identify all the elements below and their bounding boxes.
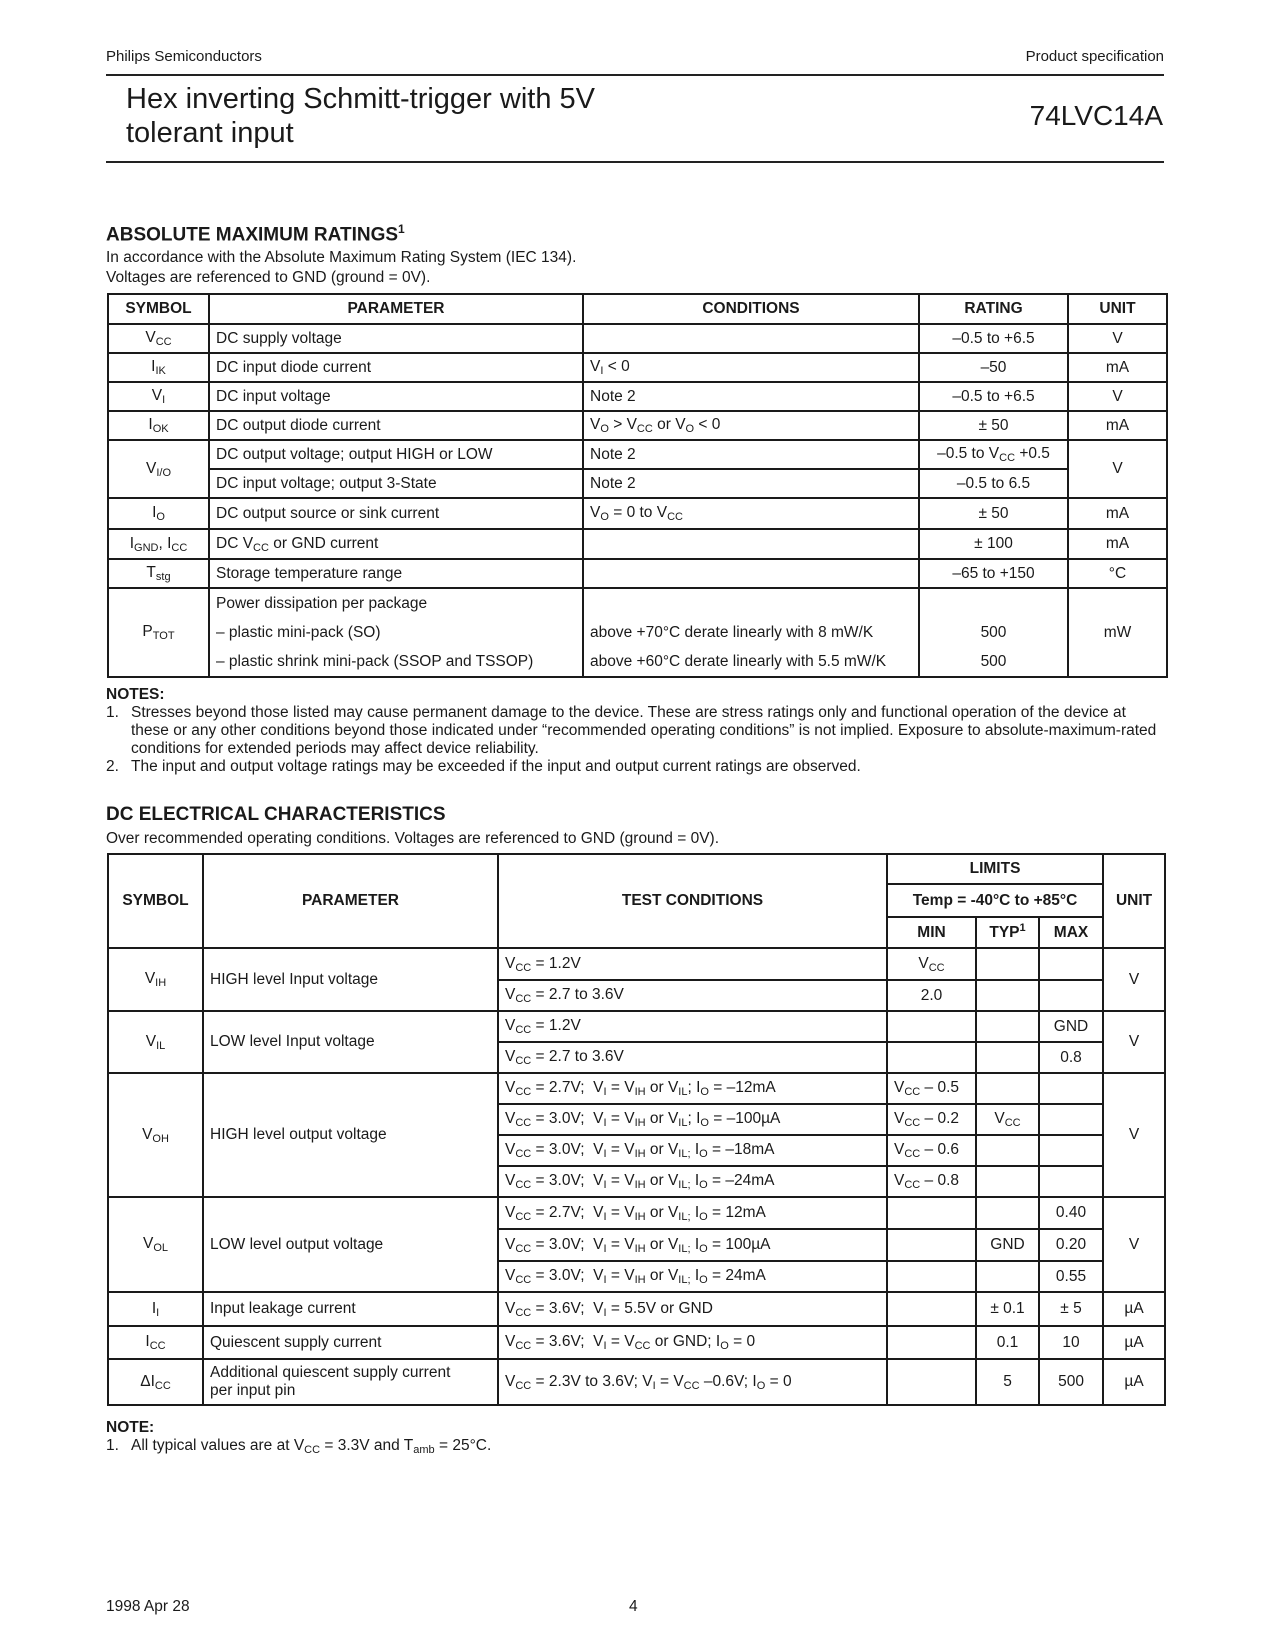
conditions-cell: Note 2	[583, 469, 919, 498]
dc-intro: Over recommended operating conditions. Voltages are referenced to GND (ground = 0V).	[106, 830, 720, 847]
table-row	[108, 1292, 1165, 1326]
max-cell: 0.20	[1039, 1229, 1103, 1261]
conditions-cell	[583, 559, 919, 588]
test-condition-cell: $V_{CC} = 3.0V$; $V_I = V_{IH}$ or $V_{IL;}$ $I_O = 24mA$	[498, 1261, 887, 1292]
rating-cell: ± 100	[919, 529, 1068, 559]
unit-cell: mA	[1068, 353, 1167, 382]
symbol-cell: $I_O$	[108, 498, 209, 529]
test-condition-cell: $V_{CC} = 1.2V$	[498, 948, 887, 980]
max-cell: 10	[1039, 1326, 1103, 1359]
min-cell: $V_{CC} - 0.5$	[887, 1073, 976, 1104]
title-line-2: tolerant input	[126, 117, 294, 149]
parameter-cell: Power dissipation per package – plastic mini-pack (SO) – plastic shrink mini-pack (SSOP and TSSOP)	[209, 588, 583, 677]
test-condition-cell: $V_{CC} = 2.7V$; $V_I = V_{IH}$ or $V_{IL}$; $I_O = -12mA$	[498, 1073, 887, 1104]
max-cell	[1039, 948, 1103, 980]
dc-heading: DC ELECTRICAL CHARACTERISTICS	[106, 804, 446, 825]
unit-cell: µA	[1103, 1359, 1165, 1405]
conditions-cell: above +70°C derate linearly with 8 mW/K above +60°C derate linearly with 5.5 mW/K	[583, 588, 919, 677]
conditions-cell: Note 2	[583, 382, 919, 411]
max-cell	[1039, 1166, 1103, 1197]
table-row	[108, 1326, 1165, 1359]
typ-cell: 0.1	[976, 1326, 1039, 1359]
header-rule-bottom	[106, 161, 1164, 163]
amr-col-parameter: PARAMETER	[209, 294, 583, 324]
part-number: 74LVC14A	[1029, 100, 1163, 131]
parameter-cell: Quiescent supply current	[203, 1326, 498, 1359]
parameter-cell: DC output source or sink current	[209, 498, 583, 529]
test-condition-cell: $V_{CC} = 1.2V$	[498, 1011, 887, 1042]
symbol-cell: $I_{GND}$, $I_{CC}$	[108, 529, 209, 559]
symbol-cell: $V_I$	[108, 382, 209, 411]
symbol-cell: $V_{CC}$	[108, 324, 209, 353]
table-row	[108, 1073, 1165, 1104]
parameter-cell: DC $V_{CC}$ or GND current	[209, 529, 583, 559]
max-cell	[1039, 1135, 1103, 1166]
dc-col-limits: LIMITS	[887, 854, 1103, 884]
test-condition-cell: $V_{CC} = 3.0V$; $V_I = V_{IH}$ or $V_{IL;}$ $I_O = -18mA$	[498, 1135, 887, 1166]
min-cell: $V_{CC} - 0.8$	[887, 1166, 976, 1197]
table-row	[108, 588, 1167, 677]
test-condition-cell: $V_{CC} = 3.6V$; $V_I = V_{CC}$ or GND; $I_O = 0$	[498, 1326, 887, 1359]
parameter-cell: HIGH level Input voltage	[203, 948, 498, 1011]
unit-cell: V	[1103, 1011, 1165, 1073]
min-cell	[887, 1292, 976, 1326]
amr-heading: ABSOLUTE MAXIMUM RATINGS$^1$	[106, 222, 405, 246]
max-cell: ± 5	[1039, 1292, 1103, 1326]
header-rule-top	[106, 74, 1164, 76]
parameter-cell: Additional quiescent supply current per input pin	[203, 1359, 498, 1405]
min-cell	[887, 1359, 976, 1405]
conditions-cell: $V_O > V_{CC}$ or $V_O < 0$	[583, 411, 919, 440]
table-row	[108, 382, 1167, 411]
parameter-cell: DC supply voltage	[209, 324, 583, 353]
table-row	[108, 1197, 1165, 1229]
unit-cell: V	[1103, 948, 1165, 1011]
conditions-cell: Note 2	[583, 440, 919, 469]
min-cell: $V_{CC} - 0.2$	[887, 1104, 976, 1135]
max-cell: 0.8	[1039, 1042, 1103, 1073]
symbol-cell: $P_{TOT}$	[108, 588, 209, 677]
table-row	[108, 529, 1167, 559]
parameter-cell: DC input voltage; output 3-State	[209, 469, 583, 498]
symbol-cell: $I_I$	[108, 1292, 203, 1326]
symbol-cell: $I_{IK}$	[108, 353, 209, 382]
unit-cell: °C	[1068, 559, 1167, 588]
symbol-cell: $V_{I/O}$	[108, 440, 209, 498]
dc-col-parameter: PARAMETER	[203, 854, 498, 948]
table-row	[108, 411, 1167, 440]
note-item: 2. The input and output voltage ratings may be exceeded if the input and output current ratings are observed.	[106, 758, 861, 775]
parameter-cell: HIGH level output voltage	[203, 1073, 498, 1197]
notes-heading: NOTE:	[106, 1419, 155, 1436]
amr-table	[107, 293, 1168, 678]
dc-col-typ: TYP$^1$	[976, 917, 1039, 948]
typ-cell	[976, 1011, 1039, 1042]
note-item: 1. Stresses beyond those listed may cause permanent damage to the device. These are stress ratings only and functional operation of the device at these or any other conditions beyond those indicated under “recommended operating conditions” is not implied. Exposure to absolute-maximum-rated conditions for extended periods may affect device reliability.	[106, 704, 1157, 757]
typ-cell	[976, 1135, 1039, 1166]
typ-cell: 5	[976, 1359, 1039, 1405]
unit-cell: V	[1068, 382, 1167, 411]
typ-cell: $V_{CC}$	[976, 1104, 1039, 1135]
test-condition-cell: $V_{CC} = 3.0V$; $V_I = V_{IH}$ or $V_{IL;}$ $I_O = 100\mu A$	[498, 1229, 887, 1261]
rating-cell: ± 50	[919, 411, 1068, 440]
symbol-cell: $V_{IL}$	[108, 1011, 203, 1073]
test-condition-cell: $V_{CC} = 2.3V$ to 3.6V; $V_I = V_{CC}$ –0.6V; $I_O = 0$	[498, 1359, 887, 1405]
max-cell	[1039, 1104, 1103, 1135]
test-condition-cell: $V_{CC} = 2.7$ to 3.6V	[498, 980, 887, 1011]
rating-cell: 500 500	[919, 588, 1068, 677]
min-cell	[887, 1197, 976, 1229]
rating-cell: ± 50	[919, 498, 1068, 529]
rating-cell: –0.5 to 6.5	[919, 469, 1068, 498]
max-cell	[1039, 980, 1103, 1011]
min-cell	[887, 1326, 976, 1359]
note-item: 1. All typical values are at $V_{CC} = 3.3V$ and $T_{amb} = 25^\circ C$.	[106, 1437, 492, 1456]
test-condition-cell: $V_{CC} = 3.0V$; $V_I = V_{IH}$ or $V_{IL}$; $I_O = -100\mu A$	[498, 1104, 887, 1135]
test-condition-cell: $V_{CC} = 2.7V$; $V_I = V_{IH}$ or $V_{IL;}$ $I_O = 12mA$	[498, 1197, 887, 1229]
table-row	[108, 498, 1167, 529]
unit-cell: mA	[1068, 498, 1167, 529]
min-cell	[887, 1229, 976, 1261]
company-name: Philips Semiconductors	[106, 48, 262, 65]
table-row	[108, 1011, 1165, 1042]
footer-date: 1998 Apr 28	[106, 1598, 190, 1615]
typ-cell	[976, 1073, 1039, 1104]
max-cell: 0.55	[1039, 1261, 1103, 1292]
unit-cell: µA	[1103, 1292, 1165, 1326]
parameter-cell: DC input voltage	[209, 382, 583, 411]
unit-cell: mA	[1068, 529, 1167, 559]
dc-col-symbol: SYMBOL	[108, 854, 203, 948]
table-row	[108, 440, 1167, 469]
typ-cell	[976, 1261, 1039, 1292]
min-cell	[887, 1042, 976, 1073]
typ-cell: GND	[976, 1229, 1039, 1261]
dc-col-temp: Temp = -40°C to +85°C	[887, 884, 1103, 917]
table-row	[108, 559, 1167, 588]
rating-cell: –0.5 to +6.5	[919, 324, 1068, 353]
amr-col-symbol: SYMBOL	[108, 294, 209, 324]
amr-notes	[106, 686, 1166, 776]
amr-col-rating: RATING	[919, 294, 1068, 324]
amr-header-row	[108, 294, 1167, 324]
unit-cell: V	[1103, 1073, 1165, 1197]
test-condition-cell: $V_{CC} = 2.7$ to 3.6V	[498, 1042, 887, 1073]
amr-col-unit: UNIT	[1068, 294, 1167, 324]
rating-cell: –0.5 to +6.5	[919, 382, 1068, 411]
min-cell	[887, 1261, 976, 1292]
max-cell: GND	[1039, 1011, 1103, 1042]
amr-intro: In accordance with the Absolute Maximum Rating System (IEC 134). Voltages are referenced to GND (ground = 0V).	[106, 249, 577, 286]
conditions-cell: $V_O = 0$ to $V_{CC}$	[583, 498, 919, 529]
unit-cell: mW	[1068, 588, 1167, 677]
rating-cell: –65 to +150	[919, 559, 1068, 588]
dc-table	[107, 853, 1166, 1406]
min-cell: $V_{CC} - 0.6$	[887, 1135, 976, 1166]
rating-cell: –50	[919, 353, 1068, 382]
typ-cell	[976, 1197, 1039, 1229]
table-row	[108, 324, 1167, 353]
max-cell	[1039, 1073, 1103, 1104]
typ-cell: ± 0.1	[976, 1292, 1039, 1326]
dc-notes	[106, 1419, 1166, 1459]
parameter-cell: DC output diode current	[209, 411, 583, 440]
max-cell: 500	[1039, 1359, 1103, 1405]
parameter-cell: DC input diode current	[209, 353, 583, 382]
conditions-cell: $V_I < 0$	[583, 353, 919, 382]
dc-col-unit: UNIT	[1103, 854, 1165, 948]
typ-cell	[976, 1042, 1039, 1073]
conditions-cell	[583, 324, 919, 353]
unit-cell: V	[1103, 1197, 1165, 1292]
unit-cell: µA	[1103, 1326, 1165, 1359]
table-row	[108, 469, 1167, 498]
amr-col-conditions: CONDITIONS	[583, 294, 919, 324]
typ-cell	[976, 948, 1039, 980]
table-row	[108, 353, 1167, 382]
test-condition-cell: $V_{CC} = 3.0V$; $V_I = V_{IH}$ or $V_{IL;}$ $I_O = -24mA$	[498, 1166, 887, 1197]
symbol-cell: $T_{stg}$	[108, 559, 209, 588]
parameter-cell: Input leakage current	[203, 1292, 498, 1326]
test-condition-cell: $V_{CC} = 3.6V$; $V_I = 5.5V$ or GND	[498, 1292, 887, 1326]
symbol-cell: $I_{OK}$	[108, 411, 209, 440]
symbol-cell: $I_{CC}$	[108, 1326, 203, 1359]
conditions-cell	[583, 529, 919, 559]
dc-col-min: MIN	[887, 917, 976, 948]
parameter-cell: Storage temperature range	[209, 559, 583, 588]
unit-cell: V	[1068, 324, 1167, 353]
page-title	[126, 82, 746, 150]
title-line-1: Hex inverting Schmitt-trigger with 5V	[126, 83, 595, 115]
rating-cell: –0.5 to $V_{CC} +0.5$	[919, 440, 1068, 469]
page-number: 4	[629, 1598, 638, 1615]
symbol-cell: $V_{OL}$	[108, 1197, 203, 1292]
table-row	[108, 1359, 1165, 1405]
max-cell: 0.40	[1039, 1197, 1103, 1229]
min-cell: $V_{CC}$	[887, 948, 976, 980]
dc-col-test-conditions: TEST CONDITIONS	[498, 854, 887, 948]
dc-header-row	[108, 854, 1165, 884]
symbol-cell: $V_{OH}$	[108, 1073, 203, 1197]
symbol-cell: $\Delta I_{CC}$	[108, 1359, 203, 1405]
parameter-cell: DC output voltage; output HIGH or LOW	[209, 440, 583, 469]
notes-heading: NOTES:	[106, 686, 165, 703]
typ-cell	[976, 980, 1039, 1011]
parameter-cell: LOW level output voltage	[203, 1197, 498, 1292]
min-cell	[887, 1011, 976, 1042]
unit-cell: mA	[1068, 411, 1167, 440]
unit-cell: V	[1068, 440, 1167, 498]
document-type: Product specification	[1025, 48, 1164, 65]
typ-cell	[976, 1166, 1039, 1197]
min-cell: 2.0	[887, 980, 976, 1011]
table-row	[108, 948, 1165, 980]
symbol-cell: $V_{IH}$	[108, 948, 203, 1011]
parameter-cell: LOW level Input voltage	[203, 1011, 498, 1073]
dc-col-max: MAX	[1039, 917, 1103, 948]
